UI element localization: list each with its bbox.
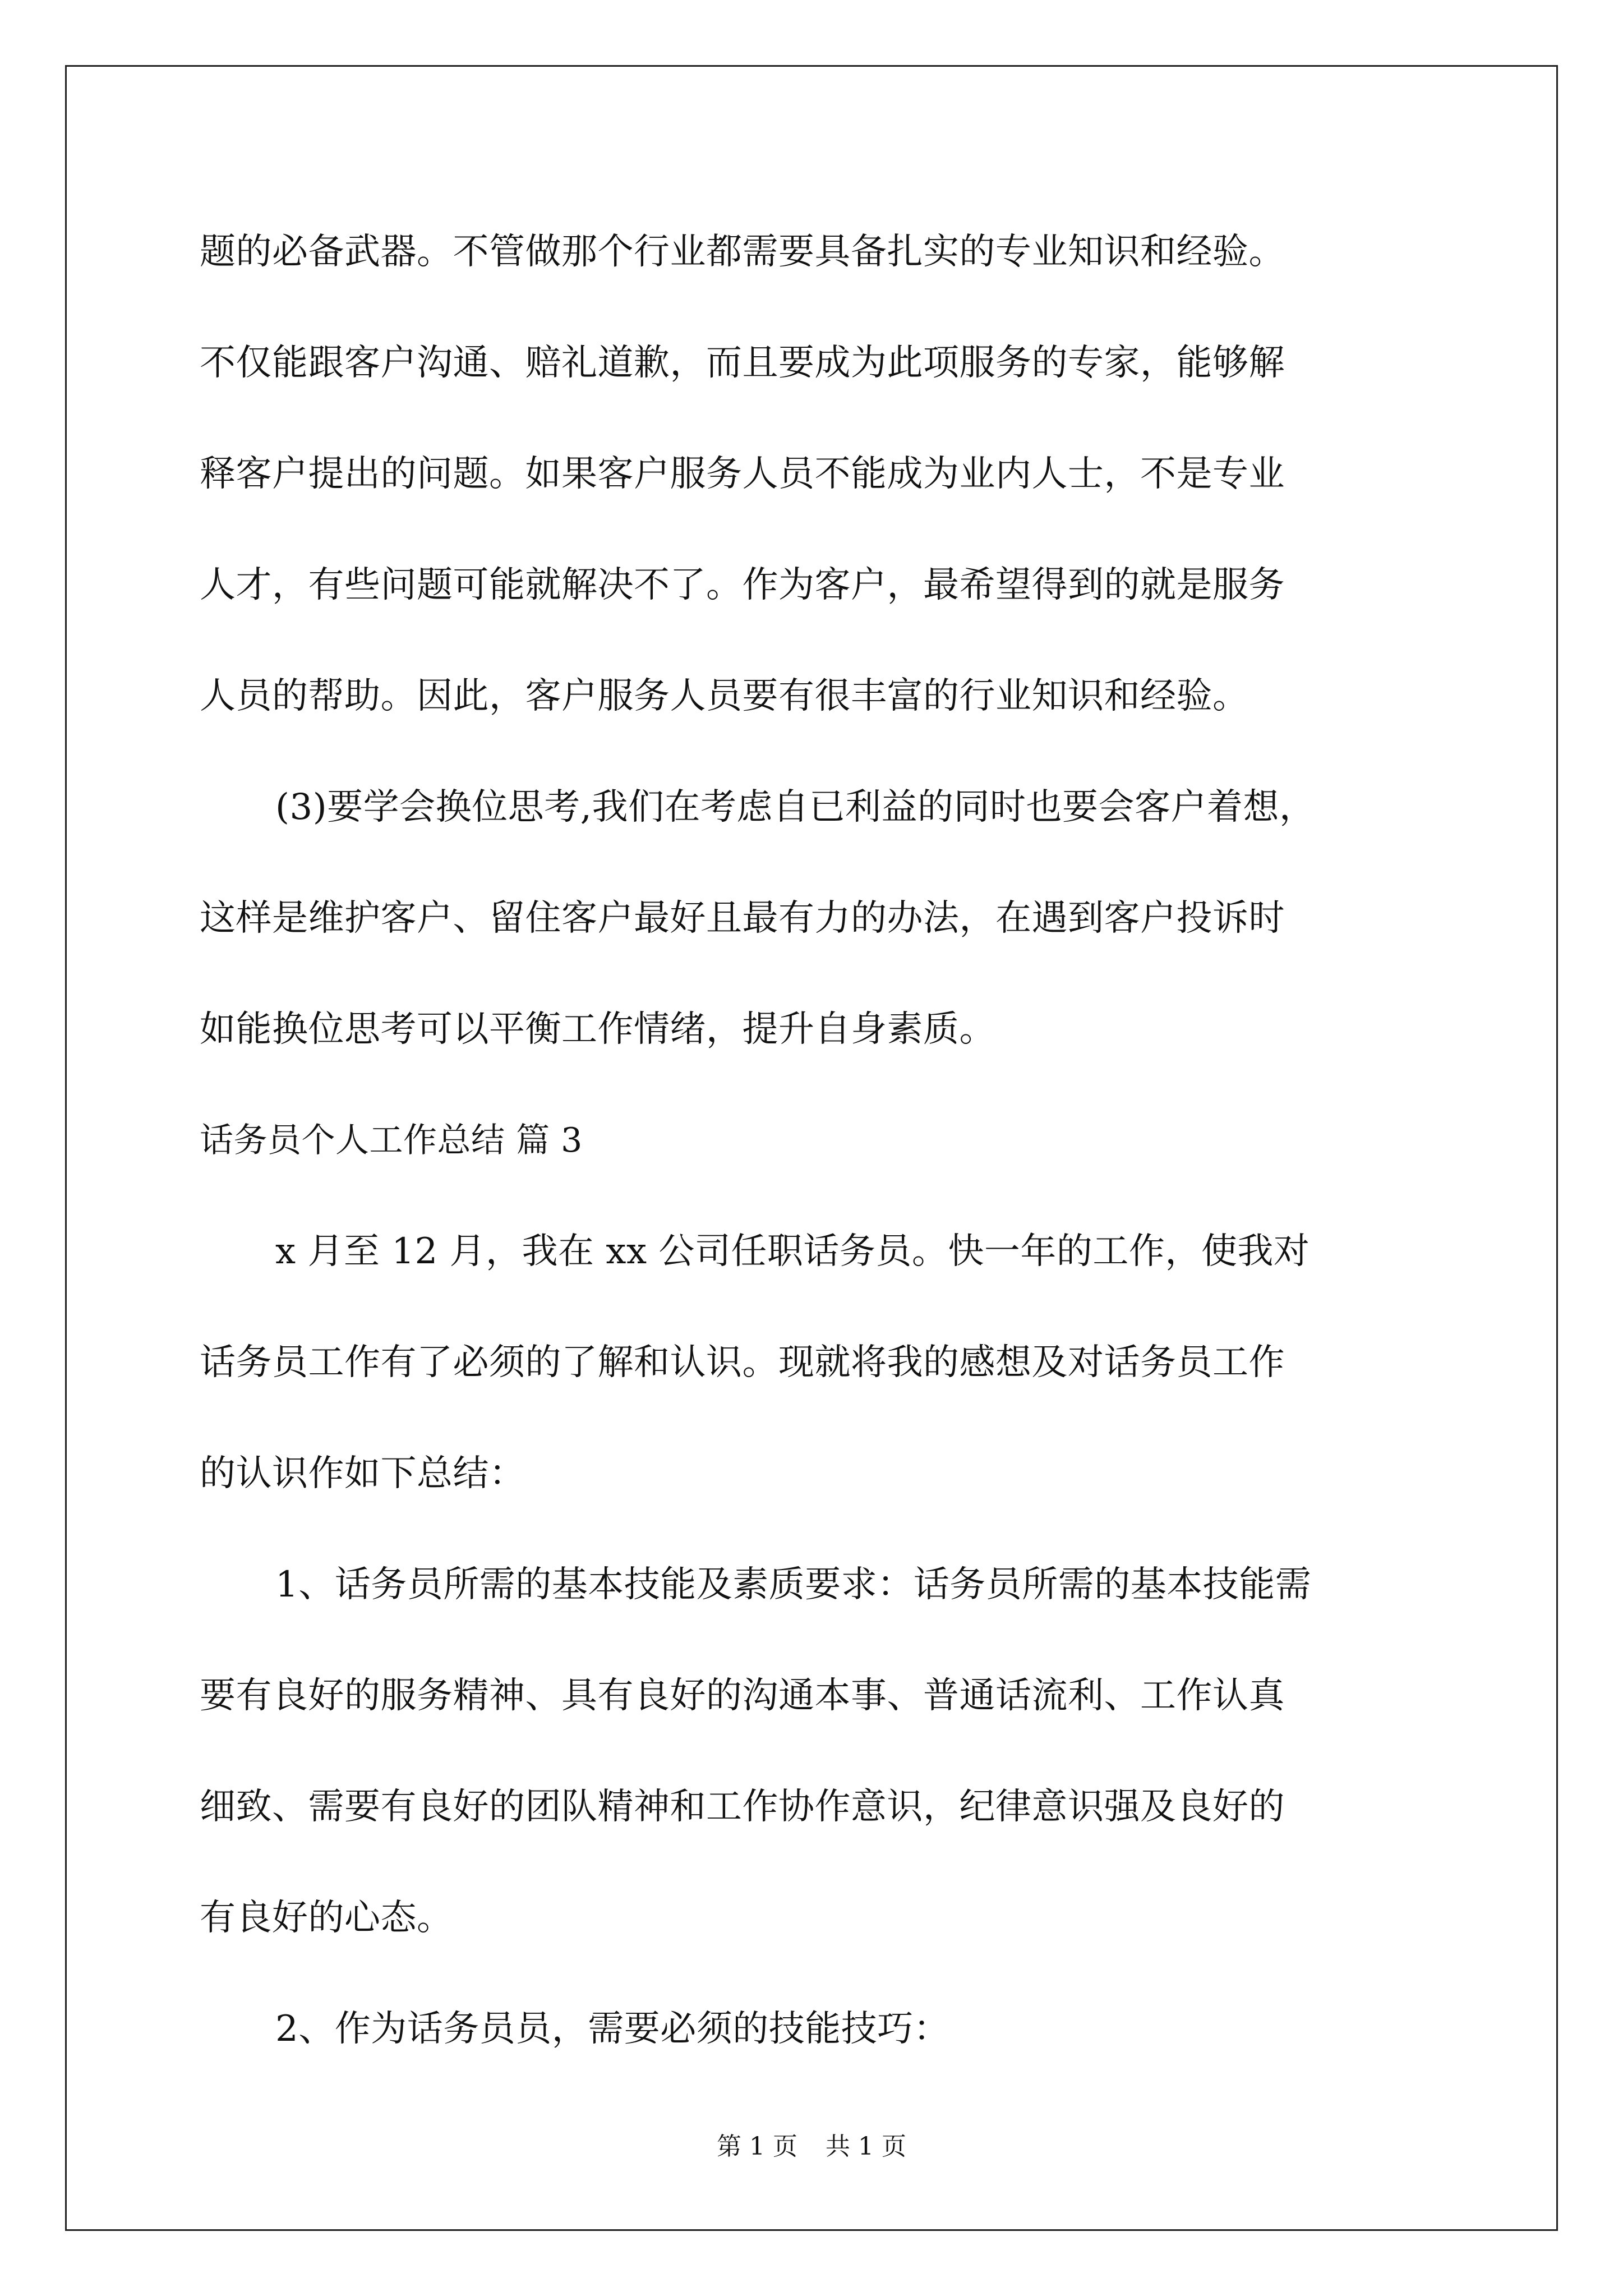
document-body	[200, 196, 1433, 2085]
text-line: 释客户提出的问题。如果客户服务人员不能成为业内人士，不是专业	[200, 453, 1285, 495]
text-line: 人才，有些问题可能就解决不了。作为客户，最希望得到的就是服务	[200, 564, 1285, 606]
text-line: 话务员工作有了必须的了解和认识。现就将我的感想及对话务员工作	[200, 1342, 1285, 1383]
page-total: 共 1 页	[826, 2132, 906, 2161]
text-line: 人员的帮助。因此，客户服务人员要有很丰富的行业知识和经验。	[200, 675, 1249, 717]
paragraph-start: (3)要学会换位思考,我们在考虑自已利益的同时也要会客户着想，	[275, 786, 1316, 828]
text-line: 不仅能跟客户沟通、赔礼道歉，而且要成为此项服务的专家，能够解	[200, 342, 1285, 384]
paragraph-start: 2、作为话务员员，需要必须的技能技巧：	[275, 2008, 950, 2050]
text-line: 细致、需要有良好的团队精神和工作协作意识，纪律意识强及良好的	[200, 1786, 1285, 1828]
paragraph-start: x 月至 12 月，我在 xx 公司任职话务员。快一年的工作，使我对	[275, 1231, 1310, 1272]
text-line: 题的必备武器。不管做那个行业都需要具备扎实的专业知识和经验。	[200, 231, 1285, 273]
page-footer	[0, 2126, 1623, 2162]
section-heading: 话务员个人工作总结 篇 3	[200, 1121, 583, 1160]
text-line: 的认识作如下总结：	[200, 1453, 525, 1494]
text-line: 如能换位思考可以平衡工作情绪，提升自身素质。	[200, 1009, 995, 1050]
paragraph-start: 1、话务员所需的基本技能及素质要求：话务员所需的基本技能需	[275, 1564, 1312, 1605]
text-line: 这样是维护客户、留住客户最好且最有力的办法，在遇到客户投诉时	[200, 898, 1285, 939]
text-line: 要有良好的服务精神、具有良好的沟通本事、普通话流利、工作认真	[200, 1675, 1285, 1717]
text-line: 有良好的心态。	[200, 1897, 453, 1939]
page-number: 第 1 页	[717, 2132, 797, 2161]
